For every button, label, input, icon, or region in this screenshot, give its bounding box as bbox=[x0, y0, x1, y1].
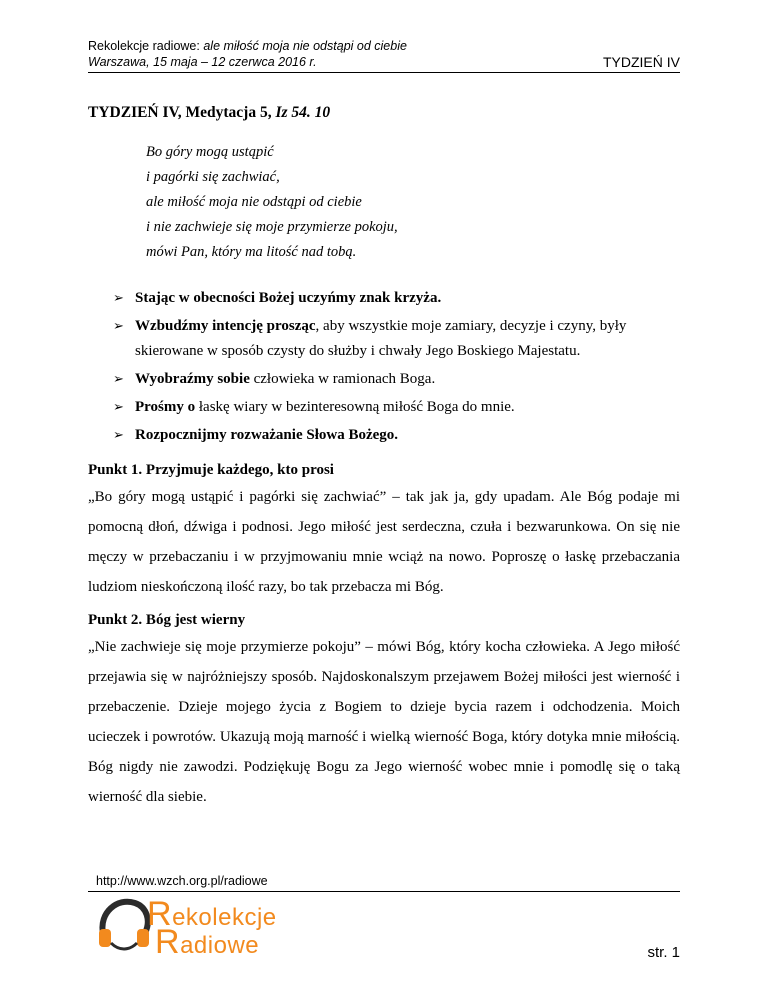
bullet-rest: łaskę wiary w bezinteresowną miłość Boga do mnie. bbox=[195, 399, 515, 415]
scripture-verse bbox=[146, 140, 398, 265]
bullet-bold: Rozpocznijmy rozważanie Słowa Bożego. bbox=[135, 427, 399, 443]
header-series-label: Rekolekcje radiowe: bbox=[88, 39, 204, 53]
list-item bbox=[113, 423, 680, 448]
point-text: „Bo góry mogą ustąpić i pagórki się zachwiać” – tak jak ja, gdy upadam. Ale Bóg podaje mi pomocną dłoń, dźwiga i podnosi. Jego miłość jest serdeczna, czuła i bezwarunkowa. On się nie męczy w przebaczaniu i w przyjmowaniu mnie wciąż na nowo. Poproszę o łaskę przebaczania ludziom nieskończoną ilość razy, bo tak przebacza mi Bóg. bbox=[88, 489, 680, 595]
arrow-bullet-icon: ➢ bbox=[113, 400, 124, 415]
arrow-bullet-icon: ➢ bbox=[113, 319, 124, 334]
page-header bbox=[88, 38, 680, 70]
title-reference: Iz 54. 10 bbox=[275, 104, 331, 121]
list-item bbox=[113, 395, 680, 420]
page-title bbox=[88, 104, 330, 122]
verse-line: mówi Pan, który ma litość nad tobą. bbox=[146, 244, 357, 260]
point-heading: Punkt 2. Bóg jest wierny bbox=[88, 612, 246, 628]
arrow-bullet-icon: ➢ bbox=[113, 291, 124, 306]
bullet-rest: , aby wszystkie moje zamiary, decyzje i czyny, były skierowane w sposób czysty do służby i chwały Jego Boskiego Majestatu. bbox=[135, 318, 627, 359]
point-heading: Punkt 1. Przyjmuje każdego, kto prosi bbox=[88, 462, 334, 478]
list-item bbox=[113, 367, 680, 392]
header-week: TYDZIEŃ IV bbox=[602, 54, 680, 70]
header-line-2 bbox=[88, 54, 680, 70]
footer-url-link[interactable]: http://www.wzch.org.pl/radiowe bbox=[96, 874, 268, 888]
headphones-logo-icon bbox=[95, 895, 155, 955]
bullet-bold: Wyobraźmy sobie bbox=[135, 371, 250, 387]
arrow-bullet-icon: ➢ bbox=[113, 372, 124, 387]
page-number: str. 1 bbox=[647, 944, 680, 961]
bullet-bold: Stając w obecności Bożej uczyńmy znak krzyża. bbox=[135, 290, 442, 306]
bullet-rest: człowieka w ramionach Boga. bbox=[249, 371, 436, 387]
bullet-bold: Prośmy o bbox=[135, 399, 196, 415]
verse-line: i pagórki się zachwiać, bbox=[146, 169, 280, 185]
list-item bbox=[113, 314, 680, 364]
logo-text-line-2: Radiowe bbox=[155, 923, 260, 961]
header-place-dates: Warszawa, 15 maja – 12 czerwca 2016 r. bbox=[88, 55, 317, 69]
footer-divider bbox=[88, 891, 680, 892]
point-1-section bbox=[88, 458, 680, 602]
list-item bbox=[113, 286, 680, 311]
verse-line: ale miłość moja nie odstąpi od ciebie bbox=[146, 194, 362, 210]
header-line-1 bbox=[88, 38, 680, 54]
point-2-section bbox=[88, 608, 680, 812]
verse-line: Bo góry mogą ustąpić bbox=[146, 144, 274, 160]
arrow-bullet-icon: ➢ bbox=[113, 428, 124, 443]
prayer-steps-list bbox=[113, 286, 680, 451]
logo-text-line-1: Rekolekcje bbox=[147, 895, 277, 933]
verse-line: i nie zachwieje się moje przymierze pokoju, bbox=[146, 219, 398, 235]
header-divider bbox=[88, 72, 680, 73]
header-series-subtitle: ale miłość moja nie odstąpi od ciebie bbox=[203, 39, 407, 53]
point-text: „Nie zachwieje się moje przymierze pokoju” – mówi Bóg, który kocha człowieka. A Jego miłość przejawia się w najróżniejszy sposób. Najdoskonalszym przejawem Bożej miłości jest wierność i przebaczenie. Dzieje mojego życia z Bogiem to dzieje bycia razem i odchodzenia. Moich ucieczek i powrotów. Ukazują moją marność i wielką wierność Boga, który dotyka mnie miłością. Bóg nigdy nie zawodzi. Podziękuję Bogu za Jego wierność wobec mnie i pomodlę się o taką wierność dla siebie. bbox=[88, 639, 680, 805]
title-main: TYDZIEŃ IV, Medytacja 5, bbox=[88, 104, 276, 121]
bullet-bold: Wzbudźmy intencję prosząc bbox=[135, 318, 316, 334]
rekolekcje-radiowe-logo bbox=[95, 893, 310, 961]
